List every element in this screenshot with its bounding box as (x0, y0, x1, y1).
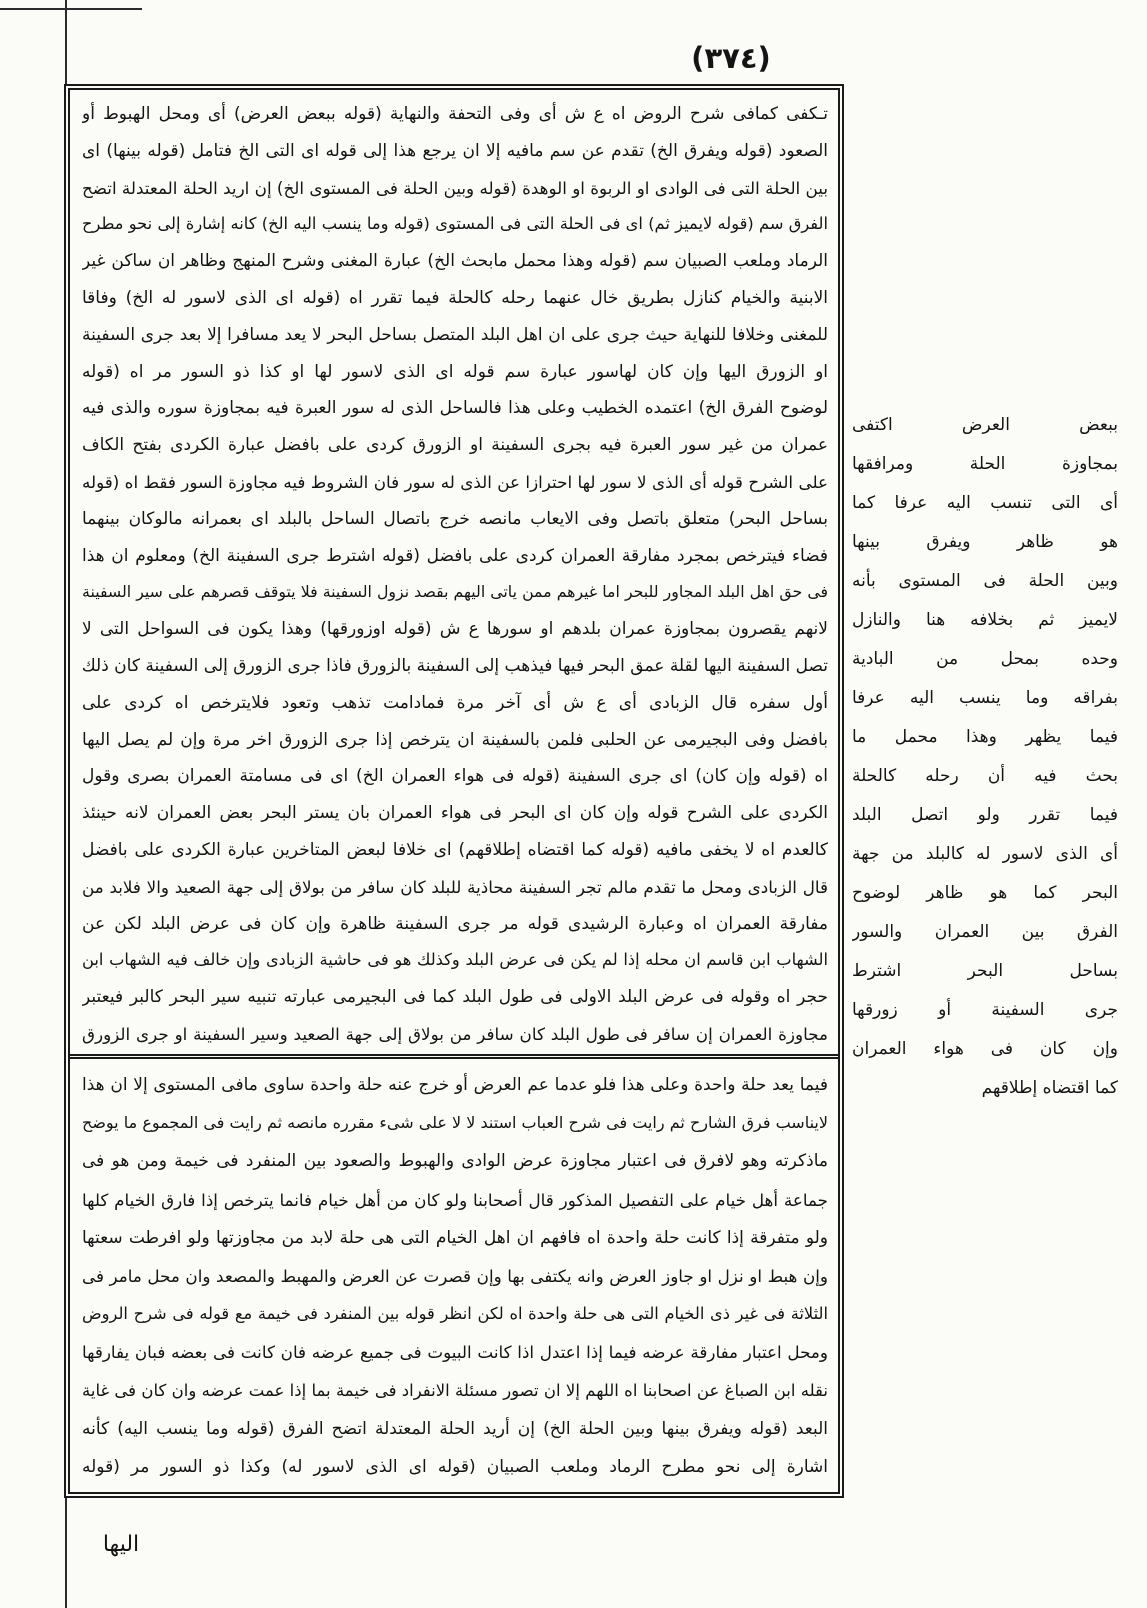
text-line: للمغنى وخلافا للنهاية حيث جرى على ان اهل البلد المتصل بساحل البحر لا يعد مسافرا إلا بعد جرى السفينة (82, 324, 828, 345)
text-line: لانهم يقصرون بمجاوزة عمران بلدهم او سورها ع ش (قوله اوزورقها) وهذا يكون فى السواحل التى لا (82, 619, 828, 640)
left-column-rule-bottom (65, 1498, 67, 1608)
text-line: أول سفره قال الزبادى أى ع ش أى آخر مرة فمادامت تذهب وتعود فلايترخص اه كردى على (82, 692, 828, 713)
margin-note-line: فيما يظهر وهذا محمل ما (852, 727, 1118, 747)
catchword: اليها (102, 1532, 140, 1557)
text-line: البعد (قوله ويفرق بينها وبين الحلة الخ) إن أريد الحلة المعتدلة اتضح الفرق (قوله وما ينسب اليه) كأنه (82, 1418, 828, 1439)
text-line: اشارة إلى نحو مطرح الرماد وملعب الصبيان (قوله اى الذى لاسور له) وكذا ذو السور مر (قوله (82, 1456, 828, 1477)
text-line: الشهاب ابن قاسم ان محله إذا لم يكن فى عرض البلد وكذلك هو فى حاشية الزبادى وإن خالف فيه الشهاب ابن (82, 950, 828, 970)
text-line: جماعة أهل خيام على التفصيل المذكور قال أصحابنا ولو كان من أهل خيام فانما يترخص إذا فارق الخيام كلها (82, 1189, 828, 1210)
margin-note-line: جرى السفينة أو زورقها (852, 1000, 1118, 1020)
text-line: الابنية والخيام كنازل بطريق خال عنهما رحله كالحلة فيما تقرر اه (قوله اى الذى لاسور له الخ) وفاقا (82, 287, 828, 308)
margin-note-line: بحث فيه أن رحله كالحلة (852, 766, 1118, 786)
margin-note-line: وإن كان فى هواء العمران (852, 1039, 1118, 1059)
text-line: الثلاثة فى غير ذى الخيام التى هى حلة واحدة اه لكن انظر قوله بين المنفرد فى خيمة مع قوله فى شرح الروض (82, 1304, 828, 1324)
text-line: الفرق سم (قوله لايميز ثم) اى فى الحلة التى فى المستوى (قوله وما ينسب اليه الخ) كانه إشارة إلى نحو مطرح (82, 214, 828, 234)
top-left-rule (0, 8, 142, 10)
text-line: الصعود (قوله ويفرق الخ) تقدم عن سم مافيه إلا ان يرجع هذا إلى قوله اى التى الخ فتامل (قوله بينها) اى (82, 140, 828, 161)
text-line: بين الحلة التى فى الوادى او الربوة او الوهدة (قوله وبين الحلة فى المستوى الخ) إن اريد الحلة المعتدلة اتضح (82, 177, 828, 198)
text-line: الرماد وملعب الصبيان سم (قوله وهذا محمل مابحث الخ) عبارة المغنى وشرح المنهج وظاهر ان ساكن غير (82, 251, 828, 272)
text-line: فيما يعد حلة واحدة وعلى هذا فلو عدما عم العرض أو خرج عنه حلة واحدة ساوى مافى المستوى إلا ان هذا (82, 1075, 828, 1095)
text-line: او الزورق اليها وإن كان لهاسور عبارة سم قوله اى الذى لاسور لها او كذا ذو السور مر اه (قوله (82, 361, 828, 382)
text-line: تصل السفينة اليها لقلة عمق البحر فيها فيذهب إلى السفينة بالزورق فاذا جرى الزورق إلى السفينة كان ذلك (82, 655, 828, 676)
text-line: ولو متفرقة إذا كانت حلة واحدة اه فافهم ان اهل الخيام التى هى حلة لابد من مجاوزتها ولو افرطت سعتها (82, 1227, 828, 1248)
main-text-frame (64, 84, 844, 1498)
margin-note-line: بفراقه وما ينسب اليه عرفا (852, 688, 1118, 708)
text-line: اه (قوله وإن كان) اى جرى السفينة (قوله فى هواء العمران الخ) اى فى مسامتة العمران بصرى وقول (82, 766, 828, 787)
text-line: الكردى على الشرح قوله وإن كان اى البحر فى هواء العمران بان يستر البحر بعض العمران لانه حينئذ (82, 803, 828, 824)
text-line: لايناسب فرق الشارح ثم رايت فى شرح العباب استند لا لا على شىء مقرره مانصه ثم رايت فى المجموع ما يوضح (82, 1113, 828, 1133)
text-line: بساحل البحر) متعلق باتصل وفى الايعاب مانصه خرج باتصال الساحل بالبلد اى بعمرانه مالوكان بينهما (82, 508, 828, 529)
margin-note-line: فيما تقرر ولو اتصل البلد (852, 805, 1118, 825)
margin-note-line: الفرق بين العمران والسور (852, 922, 1118, 942)
margin-note-line: وحده بمحل من البادية (852, 649, 1118, 669)
margin-note-line: وبين الحلة فى المستوى بأنه (852, 571, 1118, 591)
margin-note-line: أى الذى لاسور له كالبلد من جهة (852, 844, 1118, 864)
upper-commentary-block (82, 96, 828, 1053)
margin-note-line: البحر كما هو ظاهر لوضوح (852, 883, 1118, 903)
text-line: حجر اه وقوله فى عرض البلد الاولى فى طول البلد كما فى البجيرمى عبارته تنبيه سير البحر كالبر فيعتبر (82, 987, 828, 1008)
text-line: قال الزبادى ومحل ما تقدم مالم تجر السفينة محاذية للبلد كان سافر من بولاق إلى جهة الصعيد والا فلابد من (82, 876, 828, 897)
text-line: عمران من غير سور العبرة فيه بجرى السفينة او الزورق كردى على بافضل عبارة الكردى بفتح الكاف (82, 435, 828, 456)
margin-note-line: أى التى تنسب اليه عرفا كما (852, 493, 1118, 513)
text-line: مفارقة العمران اه وعبارة الرشيدى قوله مر جرى السفينة ظاهرة وإن كان فى عرض البلد لكن عن (82, 913, 828, 934)
text-line: لوضوح الفرق الخ) اعتمده الخطيب وعلى هذا فالساحل الذى له سور العبرة فيه بمجاوزة سوره والذى فيه (82, 398, 828, 419)
text-line: تـكفى كمافى شرح الروض اه ع ش أى وفى التحفة والنهاية (قوله ببعض العرض) أى ومحل الهبوط أو (82, 104, 828, 124)
margin-note-line: لايميز ثم بخلافه هنا والنازل (852, 610, 1118, 630)
text-line: وإن هبط او نزل او جاوز العرض وانه يكتفى بها وإن قصرت عن العرض والمهبط والمصعد وان محل مامر فى (82, 1265, 828, 1286)
text-line: مجاوزة العمران إن سافر فى طول البلد كان سافر من بولاق إلى جهة الصعيد وسير السفينة او جرى الزورق (82, 1023, 828, 1044)
margin-note-line: كما اقتضاه إطلاقهم (981, 1078, 1118, 1098)
margin-note (852, 406, 1118, 1108)
margin-note-line: بساحل البحر اشترط (852, 961, 1118, 981)
text-line: فضاء فيترخص بمجرد مفارقة العمران كردى على بافضل (قوله اشترط جرى السفينة الخ) ومعلوم ان هذا (82, 545, 828, 566)
text-line: فى حق اهل البلد المجاور للبحر اما غيرهم ممن ياتى اليهم بقصد نزول السفينة فلا يتوقف قصرهم على سير السفينة (82, 582, 828, 602)
text-line: بافضل وفى البجيرمى عن الحلبى فلمن بالسفينة ان يترخص إذا جرى الزورق اخر مرة وإن لم يصل اليها (82, 729, 828, 750)
lower-commentary-block (82, 1066, 828, 1486)
text-line: على الشرح قوله أى الذى لا سور لها احترازا عن الذى له سور فان الشروط فيه مجاوزة السور فقط اه (قوله (82, 471, 828, 492)
text-line: كالعدم اه لا يخفى مافيه (قوله كما اقتضاه إطلاقهم) اى خلافا لبعض المتاخرين عبارة الكردى على بافضل (82, 839, 828, 860)
section-divider (70, 1054, 838, 1059)
text-line: ومحل اعتبار مفارقة عرضه فيما إذا اعتدل اذا كانت البيوت فى جميع عرضه فان كانت فى بعضه فبان يفارقها (82, 1342, 828, 1363)
text-line: نقله ابن الصباغ عن اصحابنا اه اللهم إلا ان تصور مسئلة الانفراد فى خيمة بما إذا عمت عرضه وان كان فى غاية (82, 1380, 828, 1400)
margin-note-line: بمجاوزة الحلة ومرافقها (852, 454, 1118, 474)
margin-note-line: هو ظاهر ويفرق بينها (852, 532, 1118, 552)
page-number: (٣٧٤) (691, 41, 771, 75)
left-column-rule-top (65, 0, 67, 84)
margin-note-line: ببعض العرض اكتفى (852, 415, 1118, 435)
text-line: ماذكرته وهو لافرق فى اعتبار مجاوزة عرض الوادى والهبوط والصعود بين المنفرد فى خيمة ومن هو فى (82, 1151, 828, 1172)
